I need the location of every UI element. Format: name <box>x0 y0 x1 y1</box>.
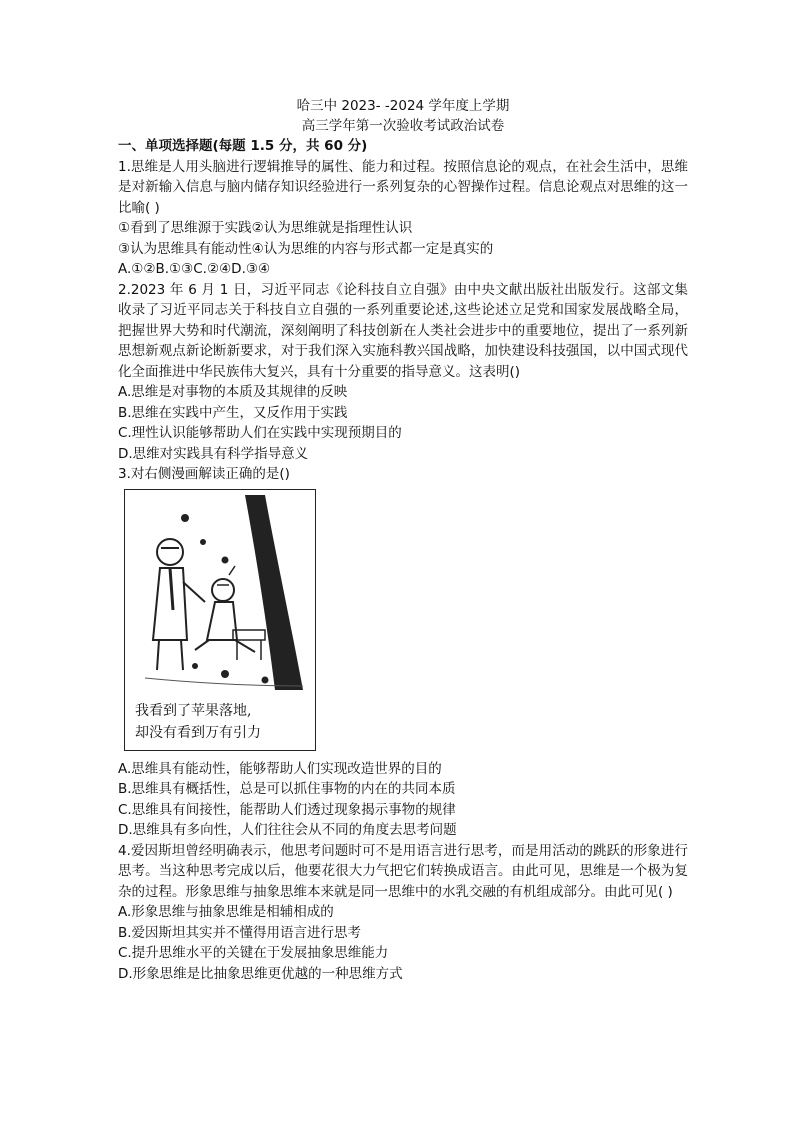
exam-page <box>118 96 688 984</box>
question-1-statements-b: ③认为思维具有能动性④认为思维的内容与形式都一定是真实的 <box>118 240 494 257</box>
question-4-stem: 4.爱因斯坦曾经明确表示，他思考问题时可不是用语言进行思考，而是用活动的跳跃的形象进行思考。当这种思考完成以后，他要花很大力气把它们转换成语言。由此可见，思维是一个极为复杂的过程。形象思维与抽象思维本来就是同一思维中的水乳交融的有机组成部分。由此可见( ) <box>118 842 688 900</box>
question-2-stem: 2.2023 年 6 月 1 日，习近平同志《论科技自立自强》由中央文献出版社出版发行。这部文集收录了习近平同志关于科技自立自强的一系列重要论述,这些论述立足党和国家发展战略全局，把握世界大势和时代潮流，深刻阐明了科技创新在人类社会进步中的重要地位，提出了一系列新思想新观点新论断新要求，对于我们深入实施科教兴国战略，加快建设科技强国，以中国式现代化全面推进中华民族伟大复兴，具有十分重要的指导意义。这表明() <box>118 281 688 380</box>
question-2-option-d: D.思维对实践具有科学指导意义 <box>118 445 309 462</box>
question-3-option-d: D.思维具有多向性，人们往往会从不同的角度去思考问题 <box>118 822 457 838</box>
question-1-answers: A.①②B.①③C.②④D.③④ <box>118 261 271 277</box>
question-1-stem: 1.思维是人用头脑进行逻辑推导的属性、能力和过程。按照信息论的观点，在社会生活中，思维是对新输入信息与脑内储存知识经验进行一系列复杂的心智操作过程。信息论观点对思维的这一比喻( ) <box>118 158 688 216</box>
question-3-option-a: A.思维具有能动性，能够帮助人们实现改造世界的目的 <box>118 760 442 777</box>
newton-apple-cartoon <box>124 489 316 751</box>
cartoon-caption-line-2: 却没有看到万有引力 <box>135 724 261 741</box>
question-3-option-b: B.思维具有概括性，总是可以抓住事物的内在的共同本质 <box>118 781 456 797</box>
exam-title-school: 哈三中 2023- -2024 学年度上学期 <box>296 98 510 114</box>
section-heading: 一、单项选择题(每题 1.5 分，共 60 分) <box>118 138 368 154</box>
question-4-option-c: C.提升思维水平的关键在于发展抽象思维能力 <box>118 945 389 961</box>
question-2-option-c: C.理性认识能够帮助人们在实践中实现预期目的 <box>118 425 402 441</box>
question-3-stem: 3.对右侧漫画解读正确的是() <box>118 466 290 482</box>
question-2-option-a: A.思维是对事物的本质及其规律的反映 <box>118 384 348 400</box>
question-4-option-a: A.形象思维与抽象思维是相辅相成的 <box>118 904 334 920</box>
question-1-statements-a: ①看到了思维源于实践②认为思维就是指理性认识 <box>118 220 413 236</box>
question-2-option-b: B.思维在实践中产生，又反作用于实践 <box>118 404 348 421</box>
exam-title-paper: 高三学年第一次验收考试政治试卷 <box>301 118 505 134</box>
question-3-option-c: C.思维具有间接性，能帮助人们透过现象揭示事物的规律 <box>118 801 456 818</box>
question-4-option-d: D.形象思维是比抽象思维更优越的一种思维方式 <box>118 965 403 982</box>
question-4-option-b: B.爱因斯坦其实并不懂得用语言进行思考 <box>118 924 362 941</box>
cartoon-caption-line-1: 我看到了苹果落地, <box>135 702 252 719</box>
